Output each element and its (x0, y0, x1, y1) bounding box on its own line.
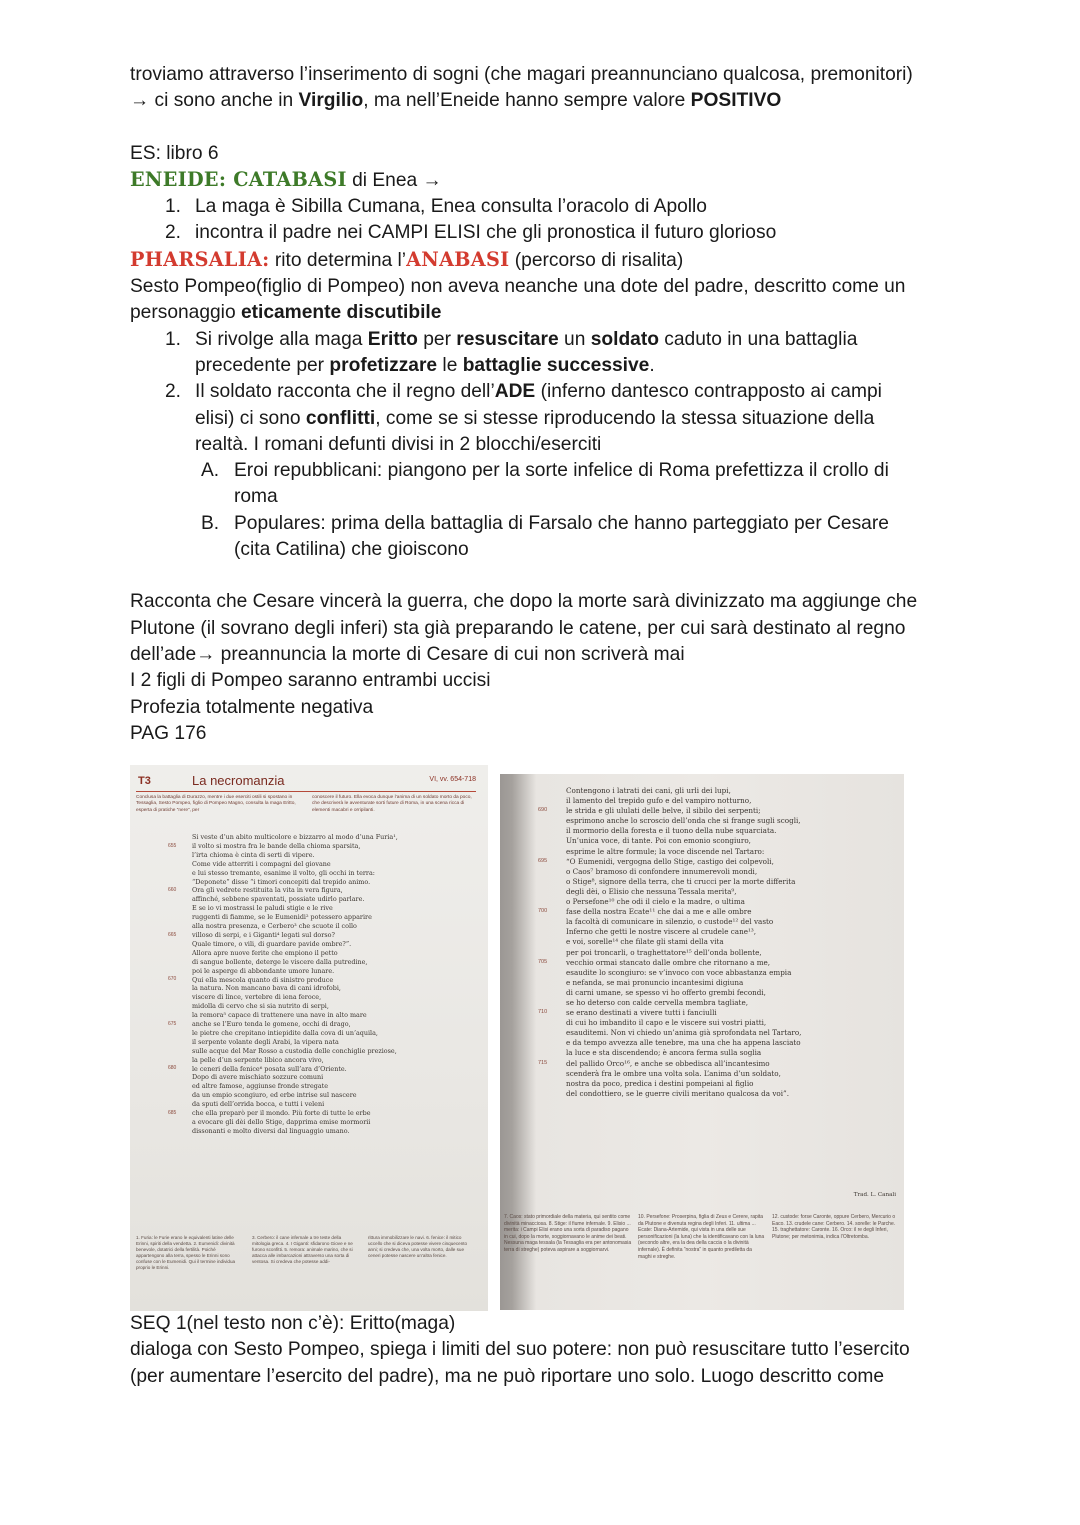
verse-line: o Caos⁷ bramoso di confondere innumerevoli mondi, (566, 866, 758, 876)
verse-line: la pelle d’un serpente libico ancora vivo, (192, 1055, 324, 1064)
seq-line: SEQ 1(nel testo non c’è): Eritto(maga) (130, 1313, 456, 1334)
verse-line: esauditemi. Non vi chiedo un’anima già sprofondata nel Tartaro, (566, 1028, 802, 1038)
pharsalia-paragraph-1: Sesto Pompeo(figlio di Pompeo) non aveva neanche una dote del padre, descritto come un (130, 276, 906, 298)
verse-line: villoso di serpi, e i Giganti⁴ legati sul dorso? (192, 930, 335, 939)
line-number: 695 (538, 857, 548, 864)
verse-line: il lamento del trepido gufo e del vampiro notturno, (566, 796, 752, 806)
racconta-line: dell’ade→ preannuncia la morte di Cesare di cui non scriverà mai (130, 643, 685, 665)
line-number: 655 (168, 842, 177, 849)
seq-section (130, 1311, 960, 1390)
verse-line: di sangue bollente, deterge le viscere dalla putredine, (192, 957, 368, 966)
verse-line: Un’unica voce, di tante. Poi con emonio scongiuro, (566, 836, 751, 846)
racconta-line: Plutone (il sovrano degli inferi) sta già preparando le catene, per cui sarà destinato al regno (130, 617, 906, 639)
verse-line: vecchio ormai stancato dalle ombre che ritornano a me, (566, 957, 771, 967)
section-code: T3 (138, 775, 151, 787)
verse-line: le pietre che crepitano intiepidite dalla cova di un’aquila, (192, 1028, 378, 1037)
racconta-line: Profezia totalmente negativa (130, 696, 374, 718)
verse-line: E se io vi mostrassi le paludi stigie e le rive (192, 904, 333, 913)
verse-line: del condottiero, se le guerre civili meritano qualcosa da voi”. (566, 1088, 789, 1098)
line-number: 660 (168, 887, 177, 894)
verse-line: viscere di lince, vertebre di iena feroce, (192, 993, 322, 1002)
seq-line: (per aumentare l’esercito del padre), ma ne può riportare uno solo. Luogo descritto come (130, 1365, 885, 1387)
eneide-heading: ENEIDE: CATABASI di Enea → (130, 167, 442, 191)
list-item: B. Populares: prima della battaglia di Farsalo che hanno parteggiato per Cesare (cita Catilina) che gioiscono (201, 512, 889, 561)
verse-line: ed altre famose, aggiunse fronde stregate (192, 1082, 328, 1091)
verse-line: la luce e sta discendendo; è ancora ferma sulla soglia (566, 1048, 762, 1058)
racconta-line: I 2 figli di Pompeo saranno entrambi uccisi (130, 670, 491, 692)
footnote-column: 10. Persefone: Proserpina, figlia di Zeus e Cerere, rapita da Plutone e divenuta regina degli Inferi. 11. ultima ... Ecate: Diana-Artemide, qui vista in una delle sue personificazioni (la luna) che la identificavano con la luna (secondo altre, era la dea della caccia o la divinità infernale). È definita “nostra” in quanto prediletta da maghi e streghe. (638, 1214, 765, 1260)
verse-line: per poi troncarli, o traghettatore¹⁵ dell’onda bollente, (566, 947, 762, 957)
verse-line: a evocare gli dèi dello Stige, dapprima emise mormorii (192, 1118, 371, 1126)
verse-line: le ceneri della fenice⁶ posata sull’ara d’Oriente. (192, 1064, 347, 1073)
verse-line: midolla di cervo che si sia nutrito di serpi, (192, 1002, 329, 1011)
line-number: 665 (168, 931, 177, 938)
verse-line: Si veste d’un abito multicolore e bizzarro al modo d’una Furia¹, (192, 833, 398, 841)
pharsalia-sublist (130, 458, 960, 563)
line-number: 670 (168, 976, 177, 983)
line-number: 685 (168, 1109, 177, 1116)
line-number: 715 (538, 1059, 548, 1066)
footnote-column: 7. Caos: stato primordiale della materia, qui sentito come divinità minacciosa. 8. Stige: il fiume infernale. 9. Elisio ... merita: i Campi Elisi erano una sorta di paradiso pagano in cui, dopo la morte, soggiornavano le anime dei beati. Nessuna maga tessala (la Tessaglia era per antonomasia terra di streghe) poteva aspirare a soggiornarvi. (504, 1214, 632, 1253)
verse-line: Qui ella mescola quanto di sinistro produce (192, 975, 334, 984)
pharsalia-heading: PHARSALIA: rito determina l’ANABASI (percorso di risalita) (130, 247, 684, 271)
verse-line: dissonanti e molto diversi dal linguaggio umano. (192, 1126, 350, 1135)
verse-line: “Deponete” disse “i timori concepiti dal trepido animo. (192, 877, 371, 886)
verse-line: Contengono i latrati dei cani, gli urli dei lupi, (566, 786, 731, 795)
verse-line: e da tempo avvezza alle tenebre, ma una che ha appena lasciato (566, 1038, 801, 1048)
notes-page (130, 62, 960, 747)
verse-line: se ho deterso con calde cervella membra tagliate, (566, 997, 748, 1007)
page-reference: PAG 176 (130, 722, 207, 744)
poem-text (192, 833, 472, 1136)
verse-line: o Stige⁸, signore della terra, che ti crucci per la morte differita (566, 876, 796, 886)
intro-line-2: → ci sono anche in Virgilio, ma nell’Eneide hanno sempre valore POSITIVO (130, 90, 782, 112)
pharsalia-paragraph-2: personaggio eticamente discutibile (130, 302, 442, 324)
line-number: 710 (538, 1009, 548, 1016)
verse-line: la facoltà di comunicare in silenzio, o custode¹² del vasto (566, 917, 774, 927)
verse-line: la remora⁵ capace di trattenere una nave in alto mare (192, 1011, 367, 1020)
footnote-column: 3. Cerbero: il cane infernale a tre teste della mitologia greca. 4. I Giganti: sfidarono Giove e ne furono sconfitti. 5. remora: animale marino, che si attacca alle imbarcazioni attraverso una sorta di ventosa. Si credeva che potesse addi- (252, 1235, 353, 1264)
verse-line: fase della nostra Ecate¹¹ che dai a me e alle ombre (566, 907, 752, 917)
verse-line: Come vide atterriti i compagni del giovane (192, 859, 331, 868)
textbook-photo-right (500, 774, 904, 1310)
verse-line: di cui ho imbandito il capo e le viscere sui vostri piatti, (566, 1018, 767, 1028)
verse-line: sulle acque del Mar Rosso a custodia delle conchiglie preziose, (192, 1046, 397, 1055)
footnote-column: 1. Furia: le Furie erano le equivalenti latine delle Erinni, spiriti della vendetta. 2. Eumenidi: divinità benevole, dotatrici della fertilità. Poiché appartengono alla terra, spesso le Erinni sono confuse con le Eumenidi. Qui il termine individua proprio le Erinni. (136, 1235, 236, 1270)
list-item: 2. Il soldato racconta che il regno dell’ADE (inferno dantesco contrapposto ai campi elisi) ci sono conflitti, come se si stesse riproducendo la stessa situazione della realtà. I romani defunti divisi in 2 blocchi/eserciti (165, 381, 882, 455)
textbook-photos (130, 765, 904, 1311)
line-number: 680 (168, 1065, 177, 1072)
section-title: La necromanzia (192, 773, 285, 788)
verse-line: del pallido Orco¹⁶, e anche se obbedisca all’incantesimo (566, 1058, 770, 1068)
verse-line: e nefanda, se mai pronuncio incantesimi digiuna (566, 977, 744, 987)
verse-line: o Persefone¹⁰ che odi il cielo e la madre, o ultima (566, 897, 745, 907)
verse-line: esaudite lo scongiuro: se v’invoco con voce abbastanza empia (566, 967, 792, 977)
list-item: 1. La maga è Sibilla Cumana, Enea consulta l’oracolo di Apollo (165, 196, 707, 218)
verse-line: poi le asperge di abbondante umore lunare. (192, 966, 335, 975)
verse-line: la natura. Non mancano bava di cani idrofobi, (192, 984, 341, 993)
verse-line: esprimono anche lo scroscio dell’onda che si frange sugli scogli, (566, 816, 801, 826)
verse-line: Dopo di avere mischiato sozzure comuni (192, 1073, 324, 1082)
verse-line: il mormorio della foresta e il tuono della nube squarciata. (566, 826, 777, 836)
photo-header (136, 775, 476, 792)
footnote-column: rittura immobilizzare le navi. 6. fenice: il mitico uccello che si diceva potesse vivere cinquecento anni; si credeva che, una volta morto, dalle sue ceneri potesse nascere un’altra fenice. (368, 1235, 468, 1258)
verse-line: Ora gli vedrete restituita la vita in vera figura, (192, 886, 343, 895)
list-item: A. Eroi repubblicani: piangono per la sorte infelice di Roma prefettizza il crollo di roma (201, 460, 889, 508)
list-item: 1. Si rivolge alla maga Eritto per resuscitare un soldato caduto in una battaglia precedente per profetizzare le battaglie successive. (165, 328, 858, 376)
verse-line: affinché, sebbene spaventati, possiate udirlo parlare. (192, 895, 365, 904)
verse-line: che ella preparò per il mondo. Più forte di tutte le erbe (192, 1109, 371, 1118)
verse-line: Inferno che getti le nostre viscere al crudele cane¹³, (566, 927, 757, 937)
verse-line: e lui stesso tremante, esanime il volto, gli occhi in terra: (192, 868, 375, 877)
line-number: 675 (168, 1020, 177, 1027)
verse-line: nostra da poco, predica i destini pompeiani al figlio (566, 1078, 754, 1088)
list-item: 2. incontra il padre nei CAMPI ELISI che gli pronostica il futuro glorioso (165, 222, 777, 244)
footnote-column: 12. custode: forse Caronte, oppure Cerbero, Mercurio o Eaco. 13. crudele cane: Cerbero. 14. sorelle: le Parche. 15. traghettatore: Caronte. 16. Orco: il re degli Inferi, Plutone; per metonimia, indica l’Oltretomba. (772, 1214, 896, 1240)
verse-line: esprime le altre formule; la voce discende nel Tartaro: (566, 846, 765, 856)
verse-line: “O Eumenidi, vergogna dello Stige, castigo dei colpevoli, (566, 856, 774, 866)
line-number: 690 (538, 807, 548, 814)
poem-text (566, 786, 896, 1099)
textbook-photo-left (130, 765, 488, 1311)
verse-line: Quale timore, o vili, di guardare pavide ombre?”. (192, 939, 352, 948)
verse-line: Allora apre nuove ferite che empiono il petto (192, 948, 338, 957)
verse-range: VI, vv. 654-718 (429, 776, 476, 783)
section-intro: conoscere il futuro. Ella evoca dunque l’anima di un soldato morto da poco, che descriverà le avventurate sorti future di Roma, in una scena ricca di elementi macabri e orripilanti. (312, 795, 472, 813)
verse-line: il volto si mostra fra le bande della chioma sparsita, (192, 841, 361, 850)
section-intro: Conclusa la battaglia di Durazzo, mentre i due eserciti ostili si spostano in Tessaglia, Sesto Pompeo, figlio di Pompeo Magno, consulta la maga Eritto, esperta di pratiche “nere”, per (136, 795, 296, 813)
translator-credit: Trad. L. Canali (853, 1192, 896, 1198)
intro-line-1: troviamo attraverso l’inserimento di sogni (che magari preannunciano qualcosa, premonitori) (130, 64, 913, 85)
verse-line: di carni umane, se spesso vi ho offerto grembi fecondi, (566, 987, 766, 997)
verse-line: e voi, sorelle¹⁴ che filate gli stami della vita (566, 937, 724, 947)
eneide-list (130, 194, 960, 247)
verse-line: anche se l’Euro tenda le gomene, occhi di drago, (192, 1020, 351, 1029)
line-number: 705 (538, 958, 548, 965)
racconta-line: Racconta che Cesare vincerà la guerra, che dopo la morte sarà divinizzato ma aggiunge che (130, 591, 918, 613)
verse-line: da un empio scongiuro, ed erbe intrise sul nascere (192, 1091, 357, 1100)
verse-line: il serpente volante degli Arabi, la vipera nata (192, 1037, 339, 1046)
verse-line: alla nostra presenza, e Cerbero³ che scuote il collo (192, 922, 357, 931)
pharsalia-list (130, 327, 960, 458)
verse-line: degli dèi, o Elisio che nessuna Tessala merita⁹, (566, 886, 737, 896)
verse-line: se erano destinati a vivere tutti i fanciulli (566, 1008, 717, 1018)
verse-line: scenderà fra le ombre una volta sola. L’anima d’un soldato, (566, 1068, 781, 1078)
verse-line: da sputi dell’orrida bocca, e tutti i veleni (192, 1100, 325, 1109)
example-label: ES: libro 6 (130, 142, 219, 164)
verse-line: le strida e gli ululati delle belve, il sibilo dei serpenti; (566, 806, 761, 816)
seq-line: dialoga con Sesto Pompeo, spiega i limiti del suo potere: non può resuscitare tutto l’esercito (130, 1339, 910, 1361)
verse-line: l’irta chioma è cinta di serti di vipere. (192, 850, 315, 859)
verse-line: ruggenti di fiamme, se le Eumenidi² potessero apparire (192, 913, 372, 922)
line-number: 700 (538, 908, 548, 915)
